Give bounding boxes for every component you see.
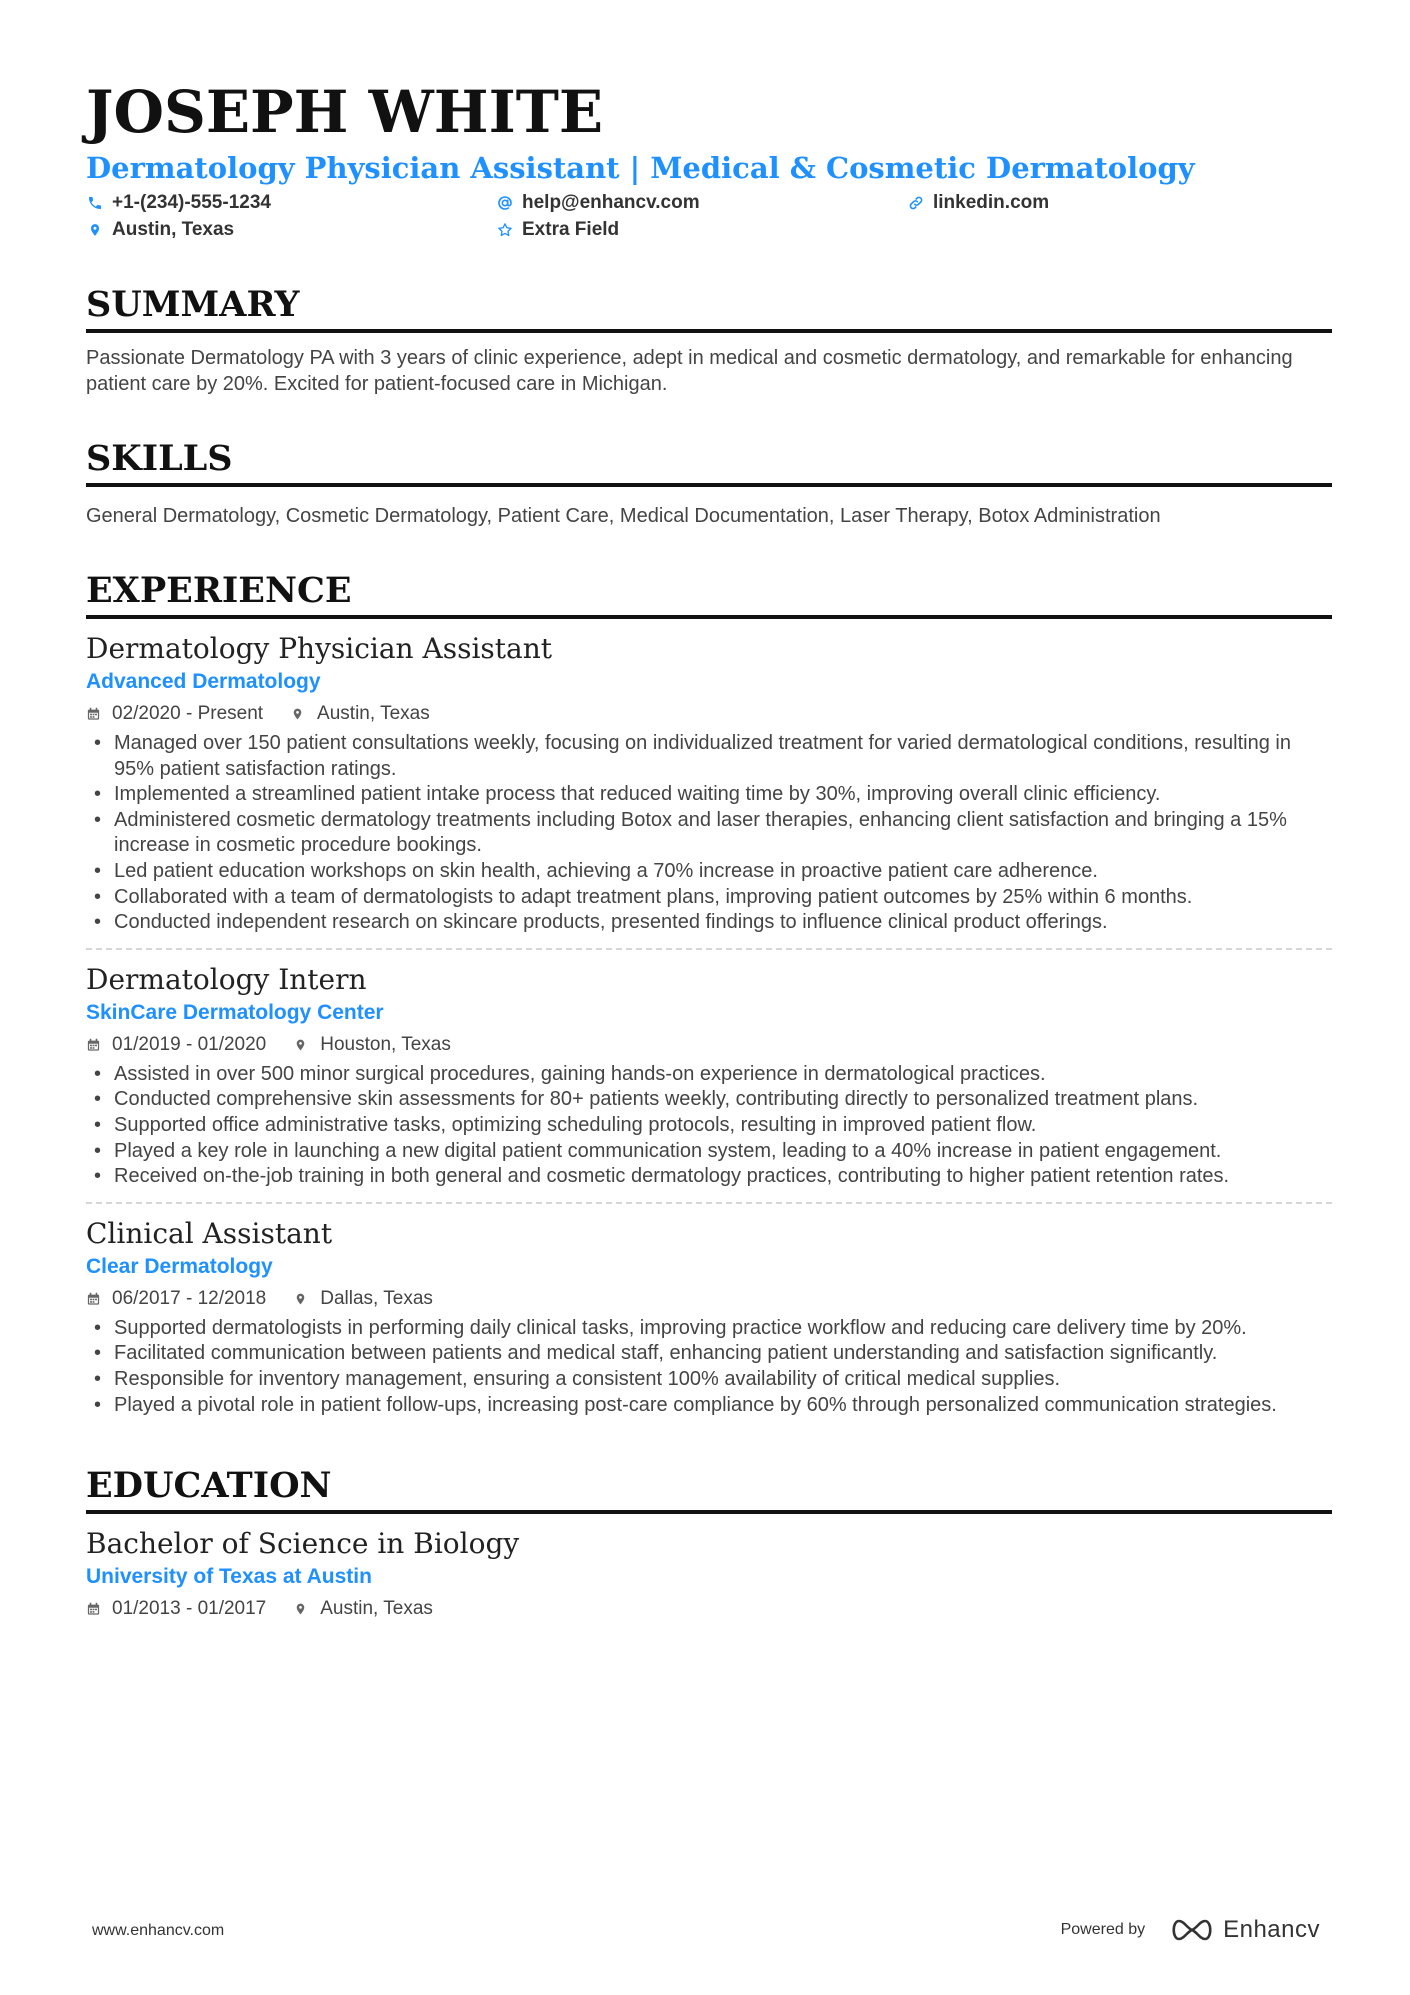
education-degree: Bachelor of Science in Biology [86,1527,520,1561]
enhancv-logo-icon [1169,1917,1215,1943]
job-dates-text: 06/2017 - 12/2018 [112,1287,267,1309]
contact-phone[interactable] [86,190,496,216]
job-title: Clinical Assistant [86,1216,333,1250]
job-dates [86,1030,266,1060]
contact-location-text: Austin, Texas [112,219,235,240]
contact-phone-text: +1-(234)-555-1234 [112,192,271,213]
calendar-icon [86,1290,102,1308]
job-company: SkinCare Dermatology Center [86,1000,384,1024]
job-location [294,1030,451,1060]
contact-linkedin[interactable] [907,190,1332,216]
job-company: Clear Dermatology [86,1254,273,1278]
brand-name: Enhancv [1223,1916,1320,1943]
job-bullet: • Managed over 150 patient consultations weekly, focusing on individualized treatment for varied dermatological conditions, resulting in 95% patient satisfaction ratings. [86,731,1332,782]
job-bullet: • Received on-the-job training in both general and cosmetic dermatology practices, contributing to higher patient retention rates. [86,1164,1332,1190]
contact-location [86,217,496,243]
map-pin-icon [294,1036,310,1054]
education-school: University of Texas at Austin [86,1565,372,1589]
map-pin-icon [86,221,104,239]
calendar-icon [86,1036,102,1054]
contact-info [86,190,1332,243]
job-entry [86,1216,1332,1430]
calendar-icon [86,1600,102,1618]
job-location [291,699,430,729]
job-meta [86,699,1332,729]
education-dates-text: 01/2013 - 01/2017 [112,1598,267,1620]
calendar-icon [86,705,102,723]
page-footer [92,1916,1320,1946]
skills-text: General Dermatology, Cosmetic Dermatology, Patient Care, Medical Documentation, Laser Therapy, Botox Administration [86,505,1161,527]
contact-email[interactable] [496,190,907,216]
job-meta [86,1030,1332,1060]
job-meta [86,1284,1332,1314]
star-icon [496,221,514,239]
job-bullet: • Administered cosmetic dermatology treatments including Botox and laser therapies, enhancing client satisfaction and bringing a 15% increase in cosmetic procedure bookings. [86,808,1332,859]
contact-extra-text: Extra Field [522,219,620,240]
job-bullet: • Played a key role in launching a new digital patient communication system, leading to a 40% increase in patient engagement. [86,1139,1332,1165]
candidate-headline: Dermatology Physician Assistant | Medical & Cosmetic Dermatology [86,151,1195,185]
contact-linkedin-text: linkedin.com [933,192,1050,213]
summary-title: SUMMARY [86,283,1332,333]
map-pin-icon [291,705,307,723]
footer-url[interactable]: www.enhancv.com [92,1922,225,1939]
phone-icon [86,194,104,212]
resume-page [86,76,1332,1636]
education-entry [86,1526,1332,1636]
skills-title: SKILLS [86,437,1332,487]
job-location-text: Houston, Texas [320,1033,451,1055]
job-bullet: • Conducted independent research on skincare products, presented findings to influence clinical product offerings. [86,910,1332,936]
job-dates-text: 01/2019 - 01/2020 [112,1033,267,1055]
job-location-text: Austin, Texas [317,703,430,724]
education-location-text: Austin, Texas [320,1598,433,1620]
job-title: Dermatology Intern [86,962,367,996]
skills-section [86,437,1332,529]
experience-section [86,569,1332,1430]
education-location [294,1594,433,1624]
at-icon [496,194,514,212]
contact-email-text: help@enhancv.com [522,192,700,213]
job-title: Dermatology Physician Assistant [86,632,553,665]
experience-title: EXPERIENCE [86,569,1332,619]
job-bullet: • Assisted in over 500 minor surgical procedures, gaining hands-on experience in dermatological practices. [86,1062,1332,1088]
job-bullets [86,1062,1332,1190]
job-bullets [86,1316,1332,1418]
job-location [294,1284,433,1314]
job-entry [86,631,1332,950]
job-dates [86,1284,266,1314]
contact-extra [496,217,907,243]
job-bullet: • Responsible for inventory management, ensuring a consistent 100% availability of critical medical supplies. [86,1367,1332,1393]
job-bullet: • Implemented a streamlined patient intake process that reduced waiting time by 30%, improving overall clinic efficiency. [86,782,1332,808]
job-bullet: • Supported office administrative tasks, optimizing scheduling protocols, resulting in improved patient flow. [86,1113,1332,1139]
job-bullet: • Collaborated with a team of dermatologists to adapt treatment plans, improving patient outcomes by 25% within 6 months. [86,885,1332,911]
job-bullets [86,731,1332,936]
job-bullet: • Facilitated communication between patients and medical staff, enhancing patient understanding and satisfaction significantly. [86,1341,1332,1367]
candidate-name: JOSEPH WHITE [86,78,604,146]
job-bullet: • Led patient education workshops on skin health, achieving a 70% increase in proactive patient care adherence. [86,859,1332,885]
job-bullet: • Supported dermatologists in performing daily clinical tasks, improving practice workflow and reducing care delivery time by 20%. [86,1316,1332,1342]
job-location-text: Dallas, Texas [320,1287,433,1309]
job-entry [86,962,1332,1204]
job-dates [86,699,263,729]
summary-text: Passionate Dermatology PA with 3 years of clinic experience, adept in medical and cosmetic dermatology, and remarkable for enhancing patient care by 20%. Excited for patient-focused care in Michigan. [86,347,1293,395]
summary-section [86,283,1332,397]
job-bullet: • Conducted comprehensive skin assessments for 80+ patients weekly, contributing directly to personalized treatment plans. [86,1087,1332,1113]
education-section [86,1464,1332,1636]
link-icon [907,194,925,212]
education-dates [86,1594,266,1624]
job-company: Advanced Dermatology [86,670,321,693]
job-bullet: • Played a pivotal role in patient follow-ups, increasing post-care compliance by 60% through personalized communication strategies. [86,1393,1332,1419]
powered-by-text: Powered by [1060,1921,1146,1938]
education-title: EDUCATION [86,1464,1332,1514]
map-pin-icon [294,1290,310,1308]
footer-brand [1061,1916,1320,1944]
education-meta [86,1594,1332,1624]
job-dates-text: 02/2020 - Present [112,703,264,724]
map-pin-icon [294,1600,310,1618]
